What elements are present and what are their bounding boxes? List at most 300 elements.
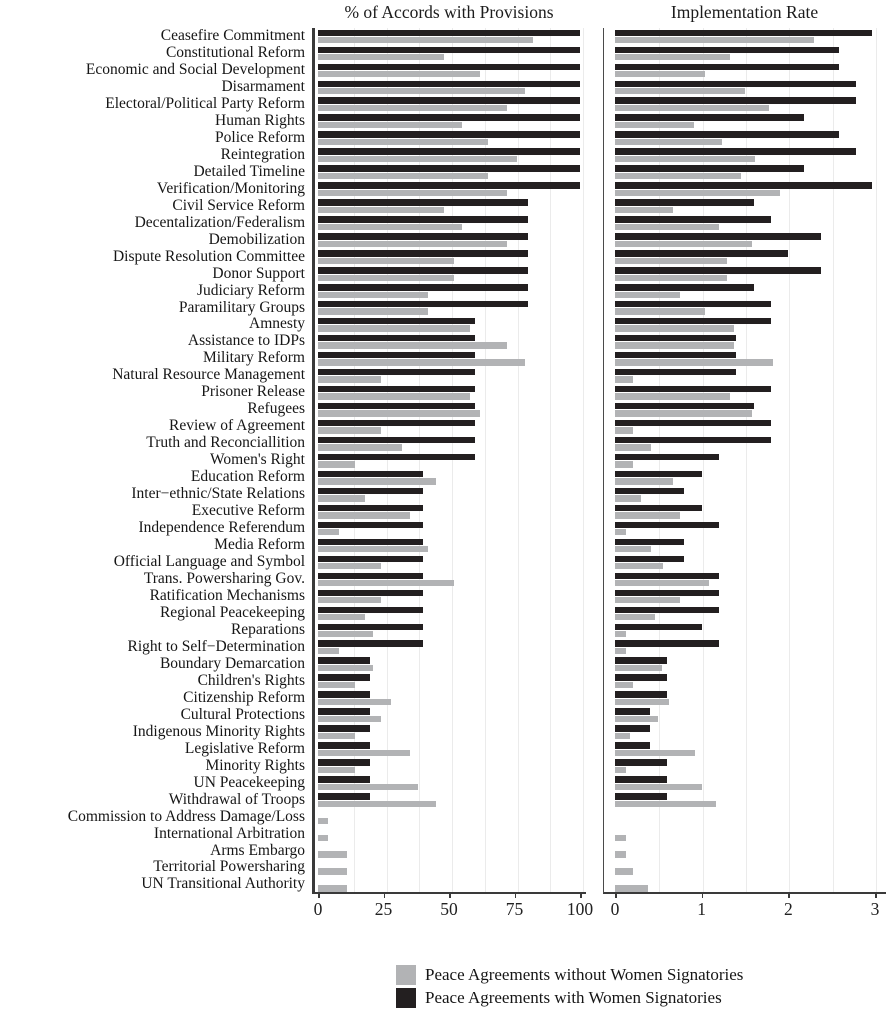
bar-rows (0, 28, 886, 894)
right-panel-row (603, 45, 886, 62)
bar-with-women (318, 691, 370, 697)
bar-with-women (615, 97, 856, 103)
bar-without-women (318, 105, 507, 111)
category-label: Donor Support (212, 264, 305, 282)
left-panel-row (312, 367, 586, 384)
panel-gap (586, 486, 603, 503)
category-label: Withdrawal of Troops (168, 790, 305, 808)
category-label: Assistance to IDPs (187, 332, 305, 350)
left-panel-row (312, 690, 586, 707)
right-panel-row (603, 571, 886, 588)
bar-with-women (615, 471, 702, 477)
panel-gap (586, 554, 603, 571)
bar-without-women (615, 885, 648, 891)
bar-without-women (615, 190, 780, 196)
panel-gap (586, 62, 603, 79)
bar-without-women (615, 207, 673, 213)
bar-without-women (318, 784, 418, 790)
chart-row (0, 792, 886, 809)
chart-row (0, 503, 886, 520)
bar-with-women (615, 674, 667, 680)
bar-without-women (615, 325, 734, 331)
category-label: Reintegration (220, 145, 305, 163)
category-label: Arms Embargo (210, 841, 305, 859)
bar-with-women (318, 590, 423, 596)
bar-with-women (615, 539, 684, 545)
panel-gap (586, 876, 603, 893)
panel-gap (586, 605, 603, 622)
panel-gap (586, 537, 603, 554)
left-panel-row (312, 28, 586, 45)
right-panel-row (603, 232, 886, 249)
left-panel-row (312, 96, 586, 113)
chart-row (0, 775, 886, 792)
bar-with-women (615, 216, 771, 222)
chart-row (0, 384, 886, 401)
chart-row (0, 469, 886, 486)
bar-with-women (318, 522, 423, 528)
category-label: Detailed Timeline (193, 162, 305, 180)
bar-with-women (318, 556, 423, 562)
bar-without-women (318, 512, 410, 518)
bar-with-women (615, 708, 650, 714)
bar-without-women (615, 750, 695, 756)
bar-with-women (615, 250, 788, 256)
panel-gap (586, 249, 603, 266)
panel-gap (586, 792, 603, 809)
bar-without-women (615, 784, 702, 790)
bar-without-women (318, 292, 428, 298)
bar-with-women (615, 776, 667, 782)
axis-tick (580, 894, 582, 898)
bar-with-women (615, 725, 650, 731)
category-label: Executive Reform (191, 502, 305, 520)
bar-with-women (615, 267, 821, 273)
left-panel-row (312, 809, 586, 826)
bar-with-women (318, 386, 475, 392)
axis-tick-label: 25 (374, 899, 393, 919)
bar-with-women (615, 148, 856, 154)
chart-row (0, 164, 886, 181)
bar-without-women (318, 461, 355, 467)
bar-without-women (318, 835, 328, 841)
category-label: Natural Resource Management (112, 366, 305, 384)
plot-area (0, 28, 886, 928)
axis-tick (788, 894, 790, 898)
category-label: Regional Peacekeeping (159, 603, 305, 621)
bar-with-women (615, 573, 719, 579)
category-label: Right to Self−Determination (127, 637, 305, 655)
right-panel-row (603, 28, 886, 45)
bar-with-women (615, 640, 719, 646)
panel-gap (586, 639, 603, 656)
bar-without-women (318, 444, 402, 450)
left-panel-row (312, 826, 586, 843)
category-label: Military Reform (202, 349, 305, 367)
chart-row (0, 62, 886, 79)
right-panel-row (603, 656, 886, 673)
left-panel-row (312, 45, 586, 62)
left-panel-row (312, 571, 586, 588)
bar-without-women (615, 665, 662, 671)
bar-with-women (615, 624, 702, 630)
bar-without-women (615, 597, 680, 603)
bar-without-women (615, 54, 730, 60)
axis-tick (318, 894, 320, 898)
left-panel-row (312, 215, 586, 232)
bar-with-women (318, 114, 580, 120)
panel-gap (586, 367, 603, 384)
bar-without-women (615, 308, 705, 314)
bar-without-women (318, 275, 454, 281)
bar-without-women (318, 648, 339, 654)
bar-without-women (318, 580, 454, 586)
right-panel-row (603, 792, 886, 809)
bar-with-women (318, 335, 475, 341)
bar-with-women (615, 556, 684, 562)
left-panel-row (312, 503, 586, 520)
left-panel-row (312, 859, 586, 876)
bar-with-women (318, 97, 580, 103)
chart-row (0, 741, 886, 758)
right-panel-row (603, 809, 886, 826)
bar-with-women (615, 114, 804, 120)
right-panel-row (603, 300, 886, 317)
category-label: Ratification Mechanisms (149, 586, 305, 604)
right-panel-row (603, 775, 886, 792)
bar-with-women (318, 131, 580, 137)
left-panel-row (312, 741, 586, 758)
right-panel-row (603, 130, 886, 147)
bar-with-women (318, 216, 528, 222)
bar-without-women (318, 478, 436, 484)
right-panel-row (603, 503, 886, 520)
panel-gap (586, 333, 603, 350)
bar-with-women (615, 657, 667, 663)
bar-with-women (615, 607, 719, 613)
chart-row (0, 300, 886, 317)
category-label: Amnesty (249, 315, 305, 333)
chart-row (0, 826, 886, 843)
bar-with-women (318, 759, 370, 765)
bar-with-women (318, 776, 370, 782)
panel-gap (586, 809, 603, 826)
category-label: Inter−ethnic/State Relations (131, 485, 305, 503)
left-panel-row (312, 333, 586, 350)
category-label: Dispute Resolution Committee (112, 247, 305, 265)
axis-tick (702, 894, 704, 898)
chart-row (0, 401, 886, 418)
legend (396, 964, 743, 1010)
panel-gap (586, 656, 603, 673)
bar-with-women (615, 488, 684, 494)
right-panel-row (603, 266, 886, 283)
right-panel-row (603, 537, 886, 554)
panel-gap (586, 266, 603, 283)
bar-without-women (318, 88, 525, 94)
left-panel-row (312, 605, 586, 622)
chart-row (0, 147, 886, 164)
bar-with-women (318, 267, 528, 273)
panel-titles (0, 2, 886, 28)
category-label: Ceasefire Commitment (160, 27, 305, 44)
bar-with-women (318, 182, 580, 188)
bar-without-women (318, 393, 470, 399)
bar-without-women (615, 224, 719, 230)
right-panel-row (603, 333, 886, 350)
left-panel-row (312, 232, 586, 249)
left-panel-row (312, 198, 586, 215)
bar-without-women (318, 563, 381, 569)
right-panel-row (603, 859, 886, 876)
bar-without-women (318, 716, 381, 722)
right-panel-row (603, 198, 886, 215)
category-label: Truth and Reconciallition (146, 434, 305, 452)
bar-with-women (615, 403, 754, 409)
bar-with-women (615, 131, 839, 137)
left-panel-row (312, 418, 586, 435)
bar-without-women (615, 461, 633, 467)
right-panel-row (603, 876, 886, 893)
bar-without-women (318, 801, 436, 807)
bar-without-women (615, 767, 626, 773)
bar-without-women (615, 88, 745, 94)
bar-without-women (615, 495, 641, 501)
right-panel-row (603, 452, 886, 469)
bar-without-women (318, 767, 355, 773)
left-panel-row (312, 401, 586, 418)
panel-gap (586, 418, 603, 435)
chart-row (0, 639, 886, 656)
bar-without-women (318, 665, 373, 671)
right-panel-row (603, 401, 886, 418)
panel-gap (586, 724, 603, 741)
chart-row (0, 367, 886, 384)
bar-with-women (318, 708, 370, 714)
right-panel-row (603, 707, 886, 724)
panel-gap (586, 113, 603, 130)
chart-row (0, 316, 886, 333)
bar-without-women (615, 631, 626, 637)
bar-without-women (318, 410, 480, 416)
bar-without-women (615, 529, 626, 535)
left-panel-row (312, 249, 586, 266)
chart-row (0, 333, 886, 350)
panel-gap (586, 826, 603, 843)
panel-gap (586, 164, 603, 181)
bar-without-women (615, 275, 727, 281)
bar-without-women (318, 597, 381, 603)
left-panel-row (312, 588, 586, 605)
category-label: Paramilitary Groups (178, 298, 305, 316)
left-panel-row (312, 486, 586, 503)
panel-gap (586, 181, 603, 198)
right-panel-title: Implementation Rate (670, 2, 819, 22)
bar-without-women (615, 292, 680, 298)
chart-row (0, 588, 886, 605)
chart-row (0, 724, 886, 741)
bar-without-women (318, 325, 470, 331)
panel-gap (586, 401, 603, 418)
panel-gap (586, 469, 603, 486)
x-axis-labels (0, 894, 886, 926)
panel-gap (586, 571, 603, 588)
bar-with-women (615, 64, 839, 70)
chart-row (0, 690, 886, 707)
bar-without-women (318, 156, 517, 162)
left-panel-row (312, 300, 586, 317)
category-label: Reparations (230, 620, 305, 638)
chart-row (0, 232, 886, 249)
left-panel-row (312, 639, 586, 656)
bar-with-women (615, 522, 719, 528)
bar-without-women (318, 224, 462, 230)
bar-without-women (318, 699, 391, 705)
panel-gap (586, 859, 603, 876)
bar-without-women (615, 105, 769, 111)
chart-row (0, 520, 886, 537)
right-panel-row (603, 96, 886, 113)
bar-without-women (615, 156, 755, 162)
legend-item (396, 987, 743, 1009)
panel-gap (586, 283, 603, 300)
bar-without-women (318, 868, 347, 874)
chart-row (0, 571, 886, 588)
left-panel-row (312, 775, 586, 792)
axis-tick (449, 894, 451, 898)
chart-row (0, 859, 886, 876)
right-panel-row (603, 164, 886, 181)
panel-gap (586, 622, 603, 639)
left-panel-row (312, 792, 586, 809)
chart-row (0, 28, 886, 45)
bar-with-women (318, 403, 475, 409)
bar-with-women (615, 691, 667, 697)
bar-without-women (318, 54, 444, 60)
left-panel-row (312, 79, 586, 96)
bar-with-women (318, 148, 580, 154)
axis-tick-label: 2 (783, 899, 793, 919)
bar-with-women (318, 657, 370, 663)
left-panel-row (312, 707, 586, 724)
bar-without-women (318, 631, 373, 637)
bar-with-women (615, 199, 754, 205)
right-panel-row (603, 316, 886, 333)
bar-with-women (615, 182, 872, 188)
panel-gap (586, 435, 603, 452)
left-panel-row (312, 266, 586, 283)
category-label: Trans. Powersharing Gov. (143, 570, 305, 587)
bar-without-women (615, 835, 626, 841)
right-panel-row (603, 215, 886, 232)
bar-without-women (615, 139, 722, 145)
left-panel-row (312, 469, 586, 486)
left-panel-row (312, 384, 586, 401)
category-label: Citizenship Reform (183, 688, 305, 706)
bar-without-women (615, 342, 734, 348)
bar-without-women (615, 376, 633, 382)
panel-gap (586, 79, 603, 96)
bar-with-women (318, 488, 423, 494)
category-label: Media Reform (214, 536, 305, 554)
category-label: UN Transitional Authority (141, 875, 305, 893)
bar-with-women (615, 437, 771, 443)
left-panel-row (312, 164, 586, 181)
panel-gap (586, 130, 603, 147)
bar-without-women (318, 851, 347, 857)
bar-without-women (615, 478, 673, 484)
category-label: Cultural Protections (180, 705, 305, 723)
bar-with-women (318, 369, 475, 375)
left-panel-row (312, 537, 586, 554)
chart-row (0, 130, 886, 147)
chart-row (0, 249, 886, 266)
bar-with-women (318, 471, 423, 477)
left-panel-row (312, 452, 586, 469)
chart-row (0, 418, 886, 435)
right-panel-row (603, 249, 886, 266)
bar-without-women (615, 71, 705, 77)
right-panel-row (603, 758, 886, 775)
bar-without-women (318, 122, 462, 128)
bar-with-women (318, 284, 528, 290)
right-panel-row (603, 588, 886, 605)
axis-tick-label: 1 (697, 899, 707, 919)
category-label: Demobilization (208, 230, 305, 248)
category-label: Police Reform (215, 128, 305, 146)
axis-tick (875, 894, 877, 898)
bar-with-women (615, 742, 650, 748)
right-panel-row (603, 418, 886, 435)
bar-with-women (318, 539, 423, 545)
bar-without-women (318, 733, 355, 739)
left-panel-row (312, 283, 586, 300)
bar-with-women (318, 640, 423, 646)
chart-row (0, 435, 886, 452)
bar-with-women (615, 369, 736, 375)
bar-with-women (615, 335, 736, 341)
chart-row (0, 486, 886, 503)
left-panel-row (312, 130, 586, 147)
left-panel-row (312, 520, 586, 537)
bar-with-women (318, 30, 580, 36)
bar-without-women (615, 241, 752, 247)
category-label: Children's Rights (197, 671, 305, 689)
right-panel-row (603, 486, 886, 503)
chart-row (0, 843, 886, 860)
bar-with-women (318, 420, 475, 426)
bar-without-women (615, 410, 752, 416)
bar-without-women (318, 139, 488, 145)
chart-row (0, 809, 886, 826)
bar-with-women (318, 725, 370, 731)
left-panel-row (312, 622, 586, 639)
left-panel-row (312, 673, 586, 690)
category-label: Legislative Reform (184, 739, 305, 757)
category-label: Review of Agreement (168, 417, 305, 435)
chart-row (0, 96, 886, 113)
bar-without-women (615, 122, 694, 128)
chart-row (0, 266, 886, 283)
chart-row (0, 876, 886, 893)
bar-without-women (615, 580, 709, 586)
chart-row (0, 45, 886, 62)
chart-row (0, 673, 886, 690)
right-panel-row (603, 843, 886, 860)
bar-without-women (615, 716, 658, 722)
category-label: Human Rights (215, 111, 305, 129)
panel-gap (586, 147, 603, 164)
